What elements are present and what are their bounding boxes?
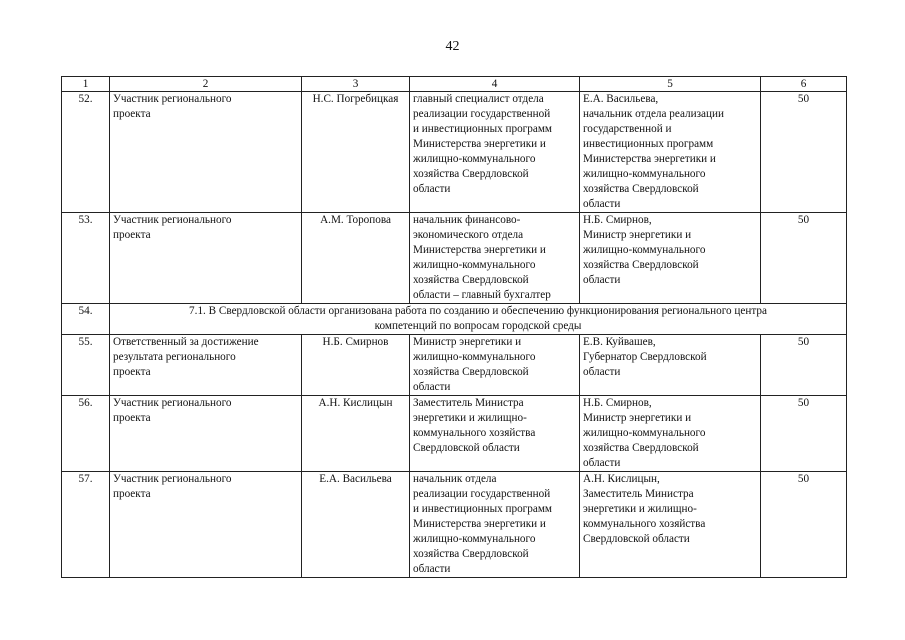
supervisor-cell: Н.Б. Смирнов, Министр энергетики и жилищно-коммунального хозяйства Свердловской области <box>580 213 761 304</box>
header-col-3: 3 <box>302 77 410 92</box>
table-row <box>62 213 847 304</box>
table-row <box>62 92 847 213</box>
table-row <box>62 396 847 472</box>
position-cell: Министр энергетики и жилищно-коммунального хозяйства Свердловской области <box>410 335 580 396</box>
page-number: 42 <box>445 39 460 54</box>
header-col-2: 2 <box>110 77 302 92</box>
header-col-1: 1 <box>62 77 110 92</box>
section-heading: 7.1. В Свердловской области организована работа по созданию и обеспечению функционирования регионального центра компетенций по вопросам городской среды <box>110 304 847 335</box>
header-col-5: 5 <box>580 77 761 92</box>
percent-cell: 50 <box>761 213 847 304</box>
role-cell: Участник регионального проекта <box>110 396 302 472</box>
percent-cell: 50 <box>761 92 847 213</box>
position-cell: начальник отдела реализации государственной и инвестиционных программ Министерства энергетики и жилищно-коммунального хозяйства Свердловской области <box>410 472 580 578</box>
person-name-cell: Е.А. Васильева <box>302 472 410 578</box>
section-row <box>62 304 847 335</box>
table-row <box>62 472 847 578</box>
percent-cell: 50 <box>761 396 847 472</box>
table-row <box>62 335 847 396</box>
row-number: 54. <box>62 304 110 335</box>
person-name-cell: Н.Б. Смирнов <box>302 335 410 396</box>
staff-table <box>61 76 847 578</box>
position-cell: Заместитель Министра энергетики и жилищно- коммунального хозяйства Свердловской области <box>410 396 580 472</box>
person-name-cell: А.Н. Кислицын <box>302 396 410 472</box>
row-number: 55. <box>62 335 110 396</box>
header-row <box>62 77 847 92</box>
role-cell: Участник регионального проекта <box>110 472 302 578</box>
position-cell: начальник финансово- экономического отдела Министерства энергетики и жилищно-коммунального хозяйства Свердловской области – главный бухгалтер <box>410 213 580 304</box>
supervisor-cell: Е.А. Васильева, начальник отдела реализации государственной и инвестиционных программ Министерства энергетики и жилищно-коммунального хозяйства Свердловской области <box>580 92 761 213</box>
row-number: 52. <box>62 92 110 213</box>
header-col-6: 6 <box>761 77 847 92</box>
role-cell: Ответственный за достижение результата регионального проекта <box>110 335 302 396</box>
role-cell: Участник регионального проекта <box>110 92 302 213</box>
supervisor-cell: Н.Б. Смирнов, Министр энергетики и жилищно-коммунального хозяйства Свердловской области <box>580 396 761 472</box>
supervisor-cell: Е.В. Куйвашев, Губернатор Свердловской области <box>580 335 761 396</box>
person-name-cell: Н.С. Погребицкая <box>302 92 410 213</box>
role-cell: Участник регионального проекта <box>110 213 302 304</box>
row-number: 57. <box>62 472 110 578</box>
person-name-cell: А.М. Торопова <box>302 213 410 304</box>
row-number: 56. <box>62 396 110 472</box>
supervisor-cell: А.Н. Кислицын, Заместитель Министра энергетики и жилищно- коммунального хозяйства Свердловской области <box>580 472 761 578</box>
position-cell: главный специалист отдела реализации государственной и инвестиционных программ Министерства энергетики и жилищно-коммунального хозяйства Свердловской области <box>410 92 580 213</box>
percent-cell: 50 <box>761 472 847 578</box>
row-number: 53. <box>62 213 110 304</box>
percent-cell: 50 <box>761 335 847 396</box>
header-col-4: 4 <box>410 77 580 92</box>
